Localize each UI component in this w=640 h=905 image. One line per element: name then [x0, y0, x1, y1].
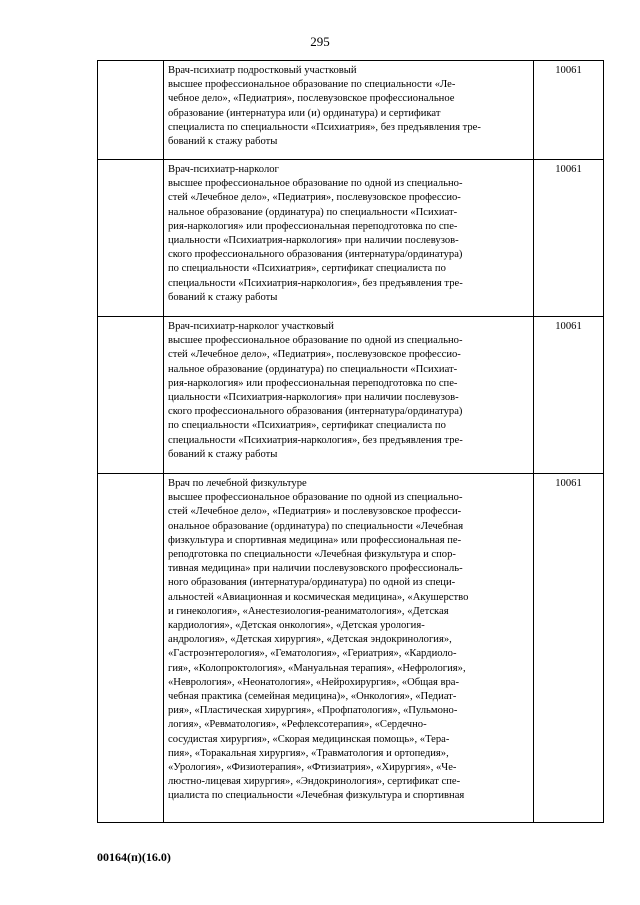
table-row	[98, 160, 604, 317]
qualification-table	[97, 60, 604, 823]
position-description: Врач-психиатр подростковый участковый высшее профессиональное образование по специальности «Ле- чебное дело», «Педиатрия», послевузовское профессиональное образование (интернатура или (и) ординатура) и сертификат специалиста по специальности «Психиатрия», без предъявления тре- бований к стажу работы	[164, 61, 534, 160]
position-code: 10061	[534, 317, 604, 474]
document-footer-code: 00164(п)(16.0)	[97, 850, 171, 864]
page-number: 295	[310, 34, 330, 49]
position-code: 10061	[534, 160, 604, 317]
table-row	[98, 317, 604, 474]
empty-cell	[98, 61, 164, 160]
table-row	[98, 474, 604, 823]
position-code: 10061	[534, 61, 604, 160]
empty-cell	[98, 474, 164, 823]
position-description: Врач-психиатр-нарколог участковый высшее профессиональное образование по одной из специально- стей «Лечебное дело», «Педиатрия», послевузовское профессио- нальное образование (ординатура) по специальности «Психиат- рия-наркология» или профессиональная переподготовка по спе- циальности «Психиатрия-наркология» при наличии послевузов- ского профессионального образования (интернатура/ординатура) по специальности «Психиатрия», сертификат специалиста по специальности «Психиатрия-наркология», без предъявления тре- бований к стажу работы	[164, 317, 534, 474]
position-description: Врач-психиатр-нарколог высшее профессиональное образование по одной из специально- стей «Лечебное дело», «Педиатрия», послевузовское профессио- нальное образование (ординатура) по специальности «Психиат- рия-наркология» или профессиональная переподготовка по спе- циальности «Психиатрия-наркология» при наличии послевузов- ского профессионального образования (интернатура/ординатура) по специальности «Психиатрия», сертификат специалиста по специальности «Психиатрия-наркология», без предъявления тре- бований к стажу работы	[164, 160, 534, 317]
empty-cell	[98, 317, 164, 474]
empty-cell	[98, 160, 164, 317]
position-code: 10061	[534, 474, 604, 823]
position-description: Врач по лечебной физкультуре высшее профессиональное образование по одной из специально- стей «Лечебное дело», «Педиатрия» и послевузовское професси- ональное образование (ординатура) по специальности «Лечебная физкультура и спортивная медицина» или профессиональная пе- реподготовка по специальности «Лечебная физкультура и спор- тивная медицина» при наличии послевузовского профессиональ- ного образования (интернатура/ординатура) по одной из специ- альностей «Авиационная и космическая медицина», «Акушерство и гинекология», «Анестезиология-реаниматология», «Детская кардиология», «Детская онкология», «Детская урология- андрология», «Детская хирургия», «Детская эндокринология», «Гастроэнтерология», «Гематология», «Гериатрия», «Кардиоло- гия», «Колопроктология», «Мануальная терапия», «Нефрология», «Неврология», «Неонатология», «Нейрохирургия», «Общая вра- чебная практика (семейная медицина)», «Онкология», «Педиат- рия», «Пластическая хирургия», «Профпатология», «Пульмоно- логия», «Ревматология», «Рефлексотерапия», «Сердечно- сосудистая хирургия», «Скорая медицинская помощь», «Тера- пия», «Торакальная хирургия», «Травматология и ортопедия», «Урология», «Физиотерапия», «Фтизиатрия», «Хирургия», «Че- люстно-лицевая хирургия», «Эндокринология», сертификат спе- циалиста по специальности «Лечебная физкультура и спортивная	[164, 474, 534, 823]
table-row	[98, 61, 604, 160]
